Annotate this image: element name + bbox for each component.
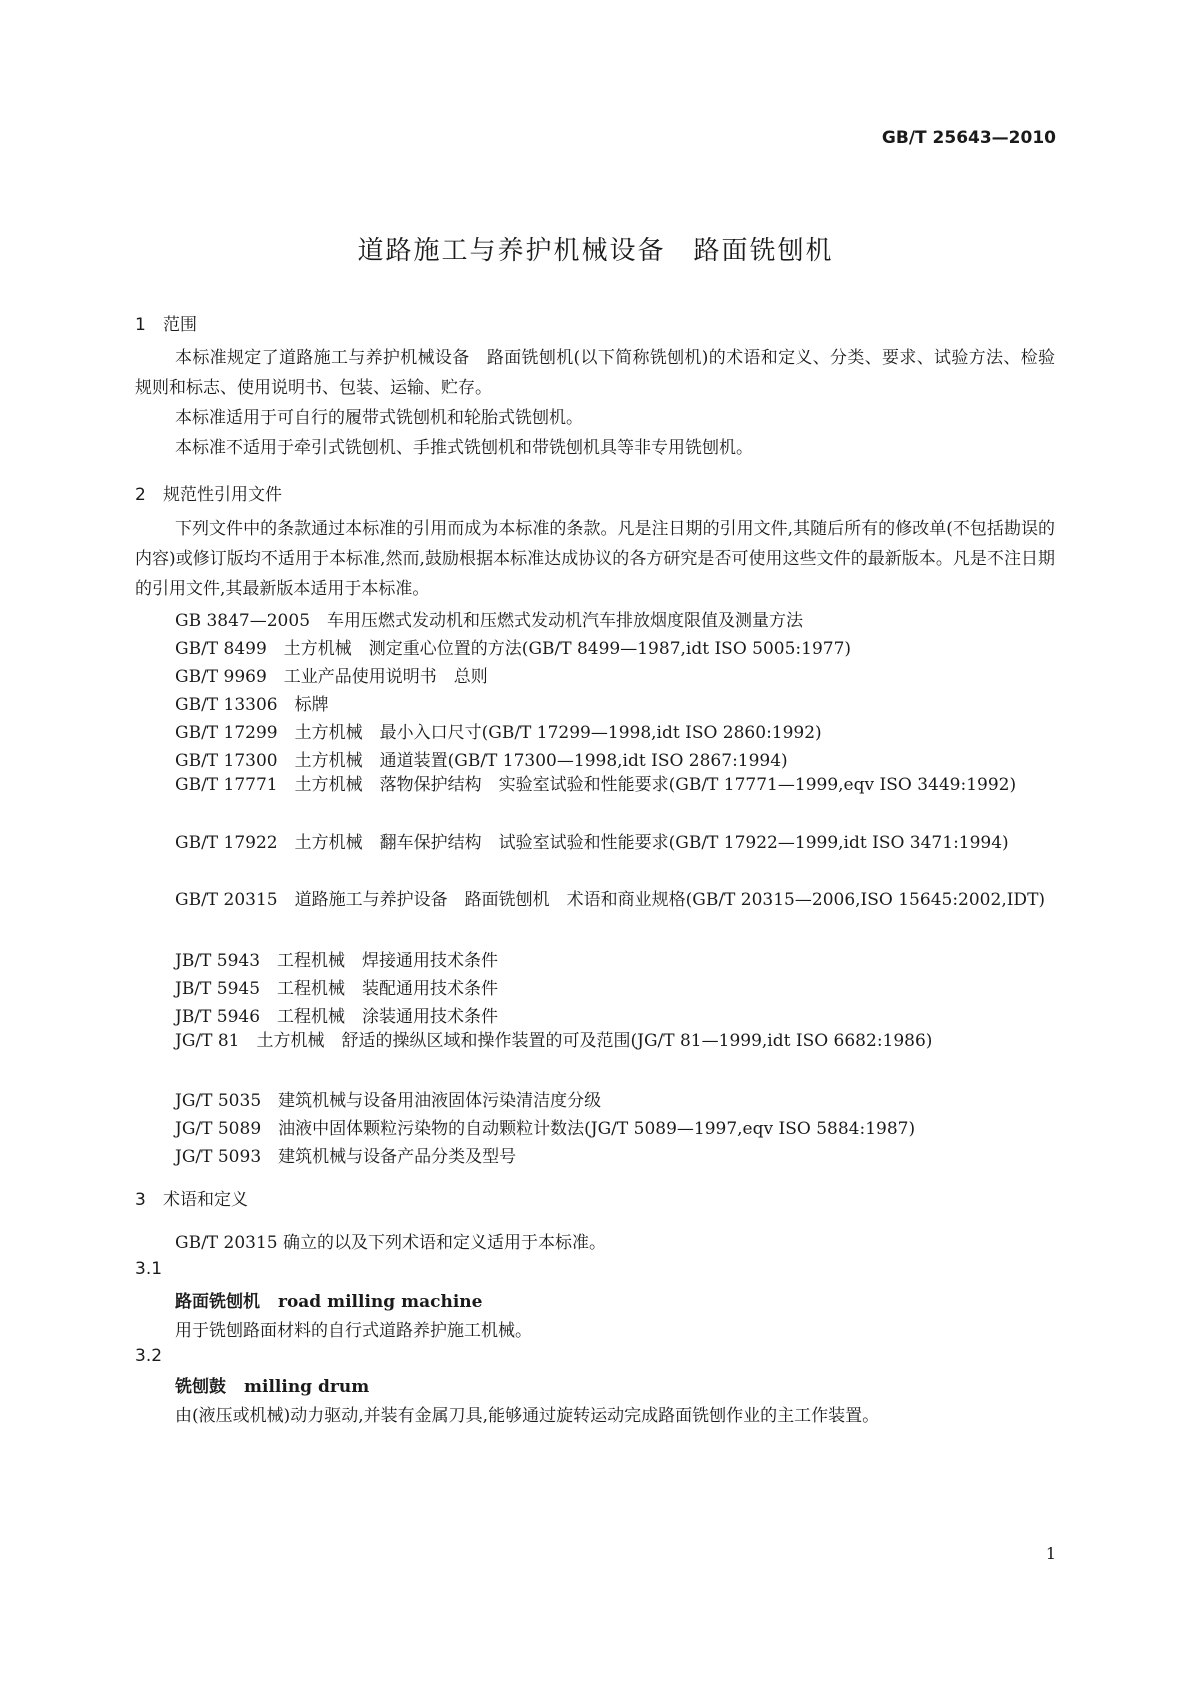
- section-title: 规范性引用文件: [163, 485, 282, 505]
- reference-item: JG/T 5089 油液中固体颗粒污染物的自动颗粒计数法(JG/T 5089—1997,eqv ISO 5884:1987): [175, 1119, 916, 1139]
- reference-item: GB 3847—2005 车用压燃式发动机和压燃式发动机汽车排放烟度限值及测量方法: [175, 611, 804, 631]
- section-1-heading: [135, 310, 197, 335]
- page-number: 1: [1045, 1544, 1056, 1563]
- standard-code: GB/T 25643—2010: [881, 128, 1056, 148]
- reference-item: GB/T 9969 工业产品使用说明书 总则: [175, 667, 488, 687]
- reference-item: GB/T 17922 土方机械 翻车保护结构 试验室试验和性能要求(GB/T 17922—1999,idt ISO 3471:1994): [175, 833, 1009, 853]
- reference-item: JB/T 5946 工程机械 涂装通用技术条件: [175, 1007, 499, 1027]
- section-number: 3: [135, 1190, 146, 1210]
- reference-item: JG/T 81 土方机械 舒适的操纵区域和操作装置的可及范围(JG/T 81—1999,idt ISO 6682:1986): [175, 1031, 933, 1051]
- term-number: 3.2: [135, 1346, 163, 1366]
- paragraph: 下列文件中的条款通过本标准的引用而成为本标准的条款。凡是注日期的引用文件,其随后所有的修改单(不包括勘误的内容)或修订版均不适用于本标准,然而,鼓励根据本标准达成协议的各方研究是否可使用这些文件的最新版本。凡是不注日期的引用文件,其最新版本适用于本标准。: [135, 519, 1055, 599]
- term-definition: 用于铣刨路面材料的自行式道路养护施工机械。: [175, 1321, 532, 1341]
- term-name-en: milling drum: [244, 1377, 370, 1397]
- section-2-heading: [135, 480, 282, 505]
- paragraph: GB/T 20315 确立的以及下列术语和定义适用于本标准。: [175, 1233, 607, 1253]
- reference-item: GB/T 17299 土方机械 最小入口尺寸(GB/T 17299—1998,idt ISO 2860:1992): [175, 723, 822, 743]
- reference-item: JG/T 5035 建筑机械与设备用油液固体污染清洁度分级: [175, 1091, 602, 1111]
- section-number: 1: [135, 315, 146, 335]
- term-name-en: road milling machine: [278, 1292, 483, 1312]
- reference-item: GB/T 13306 标牌: [175, 695, 329, 715]
- reference-item: GB/T 20315 道路施工与养护设备 路面铣刨机 术语和商业规格(GB/T 20315—2006,ISO 15645:2002,IDT): [175, 890, 1046, 910]
- reference-item: GB/T 17300 土方机械 通道装置(GB/T 17300—1998,idt ISO 2867:1994): [175, 751, 788, 771]
- section-title: 范围: [163, 315, 197, 335]
- term-definition: 由(液压或机械)动力驱动,并装有金属刀具,能够通过旋转运动完成路面铣刨作业的主工作装置。: [175, 1406, 880, 1426]
- document-title: 道路施工与养护机械设备 路面铣刨机: [357, 236, 834, 266]
- paragraph: 本标准适用于可自行的履带式铣刨机和轮胎式铣刨机。: [175, 408, 583, 428]
- term-name: [175, 1287, 482, 1312]
- reference-item: GB/T 17771 土方机械 落物保护结构 实验室试验和性能要求(GB/T 17771—1999,eqv ISO 3449:1992): [175, 775, 1017, 795]
- reference-item: JB/T 5945 工程机械 装配通用技术条件: [175, 979, 499, 999]
- term-name-zh: 铣刨鼓: [175, 1377, 226, 1397]
- section-number: 2: [135, 485, 146, 505]
- reference-item: GB/T 8499 土方机械 测定重心位置的方法(GB/T 8499—1987,idt ISO 5005:1977): [175, 639, 852, 659]
- reference-item: JG/T 5093 建筑机械与设备产品分类及型号: [175, 1147, 517, 1167]
- term-name-zh: 路面铣刨机: [175, 1292, 260, 1312]
- section-3-heading: [135, 1185, 248, 1210]
- section-title: 术语和定义: [163, 1190, 248, 1210]
- paragraph: 本标准规定了道路施工与养护机械设备 路面铣刨机(以下简称铣刨机)的术语和定义、分类、要求、试验方法、检验规则和标志、使用说明书、包装、运输、贮存。: [135, 348, 1055, 398]
- term-number: 3.1: [135, 1259, 163, 1279]
- reference-item: JB/T 5943 工程机械 焊接通用技术条件: [175, 951, 499, 971]
- paragraph: 本标准不适用于牵引式铣刨机、手推式铣刨机和带铣刨机具等非专用铣刨机。: [175, 438, 753, 458]
- term-name: [175, 1372, 369, 1397]
